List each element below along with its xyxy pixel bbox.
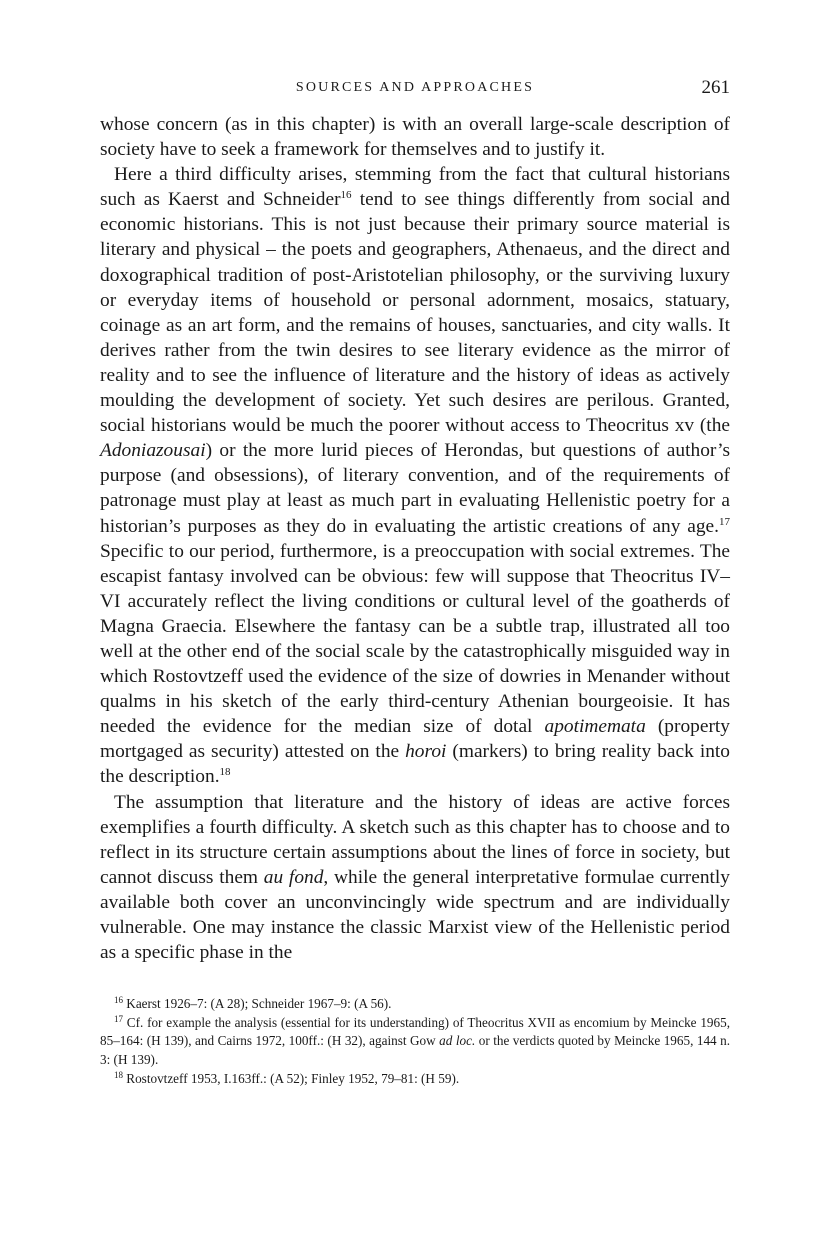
text-run: Here a third difficulty arises, stemming from the fact that cultural historians such as Kaerst and Schneider <box>100 164 730 211</box>
text-run: tend to see things differently from social and economic historians. This is not just because their primary source material is literary and physical – the poets and geographers, Athenaeus, and the direct and doxographical tradition of post-Aristotelian philosophy, or the surviving luxury or everyday items of household or personal adornment, mosaics, statuary, coinage as an art form, and the remains of houses, sanctuaries, and city walls. It derives rather from the twin desires to see literary evidence as the mirror of reality and to see the influence of literature and the history of ideas as actively moulding the development of society. Yet such desires are perilous. Granted, social historians would be much the poorer without access to Theocritus xv (the <box>100 189 730 437</box>
footnote-17 <box>100 1014 730 1070</box>
footnote-18 <box>100 1070 730 1089</box>
text-run: (property mortgaged as security) attested on the <box>100 716 730 763</box>
footnote-text: Cf. for example the analysis (essential for its understanding) of Theocritus XVII as encomium by Meincke 1965, 85–164: (H 139), and Cairns 1972, 100ff.: (H 32), against Gow <box>100 1014 730 1049</box>
footnote-number: 18 <box>114 1069 123 1080</box>
page-header <box>100 78 730 104</box>
running-head: SOURCES AND APPROACHES <box>295 80 535 95</box>
text-run: The assumption that literature and the history of ideas are active forces exemplifies a fourth difficulty. A sketch such as this chapter has to choose and to reflect in its structure certain assumptions about the lines of force in society, but cannot discuss them <box>100 791 730 888</box>
footnote-16 <box>100 995 730 1014</box>
footnote-text: Kaerst 1926–7: (A 28); Schneider 1967–9: (A 56). <box>126 996 392 1012</box>
text-run: (markers) to bring reality back into the description. <box>100 741 730 788</box>
italic-ad-loc: ad loc. <box>439 1033 476 1049</box>
footnote-text: Rostovtzeff 1953, I.163ff.: (A 52); Finley 1952, 79–81: (H 59). <box>126 1070 460 1086</box>
paragraph-2 <box>100 162 730 789</box>
page-number: 261 <box>701 77 730 98</box>
italic-term-au-fond: au fond <box>263 866 324 888</box>
footnote-ref-16[interactable]: 16 <box>340 189 352 202</box>
text-run: ) or the more lurid pieces of Herondas, but questions of author’s purpose (and obsessions), of literary convention, and of the requirements of patronage must play at least as much part in evaluating Hellenistic poetry for a historian’s purposes as they do in evaluating the artistic creations of any age. <box>100 440 730 537</box>
paragraph-1-text: whose concern (as in this chapter) is with an overall large-scale description of society have to seek a framework for themselves and to justify it. <box>100 114 730 161</box>
footnote-number: 16 <box>114 995 123 1006</box>
footnote-number: 17 <box>114 1013 123 1024</box>
text-run: Specific to our period, furthermore, is a preoccupation with social extremes. The escapist fantasy involved can be obvious: few will suppose that Theocritus IV–VI accurately reflect the living conditions or cultural level of the goatherds of Magna Graecia. Elsewhere the fantasy can be a subtle trap, illustrated all too well at the other end of the social scale by the catastrophically misguided way in which Rostovtzeff used the evidence of the size of dowries in Menander without qualms in his sketch of the early third-century Athenian bourgeoisie. It has needed the evidence for the median size of dotal <box>100 540 730 738</box>
footnote-ref-17[interactable]: 17 <box>719 515 730 528</box>
italic-term-adoniazousai: Adoniazousai <box>100 440 206 462</box>
footnotes <box>100 995 730 1088</box>
page <box>100 78 730 1088</box>
italic-term-horoi: horoi <box>405 741 447 763</box>
footnote-ref-18[interactable]: 18 <box>219 766 231 779</box>
italic-term-apotimemata: apotimemata <box>544 716 646 738</box>
paragraph-3 <box>100 790 730 966</box>
footnote-text: or the verdicts quoted by Meincke 1965, 144 n. 3: (H 139). <box>100 1033 731 1067</box>
main-text <box>100 112 730 965</box>
paragraph-1 <box>100 112 730 162</box>
text-run: , while the general interpretative formulae currently available both cover an unconvincingly wide spectrum and are individually vulnerable. One may instance the classic Marxist view of the Hellenistic period as a specific phase in the <box>100 866 731 964</box>
